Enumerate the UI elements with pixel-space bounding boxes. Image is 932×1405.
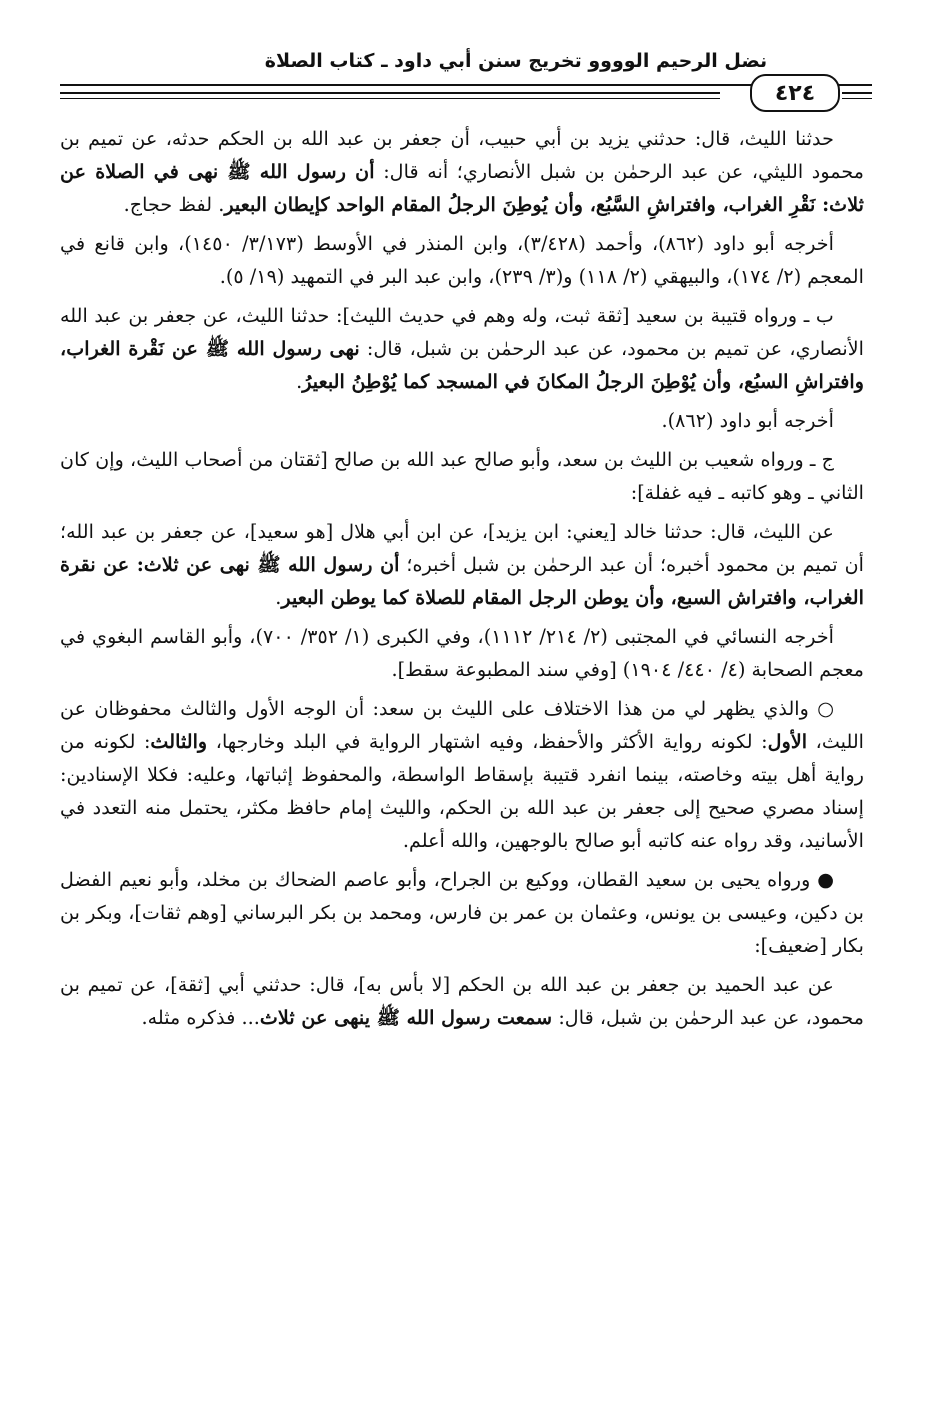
header-double-rule	[842, 98, 872, 99]
running-title: نضل الرحيم الوووو تخريج سنن أبي داود ـ كتاب الصلاة	[264, 50, 768, 72]
paragraph	[60, 122, 864, 221]
hadith-text-bold: أن رسول الله ﷺ نهى عن ثلاث: عن نقرة الغراب، وافتراش السبع، وأن يوطن الرجل المقام للصلاة كما يوطن البعير	[60, 553, 864, 609]
paragraph-text: أخرجه أبو داود (٨٦٢).	[661, 409, 834, 432]
paragraph	[60, 515, 864, 614]
paragraph-text: . لفظ حجاج.	[123, 193, 225, 216]
paragraph-text: ج ـ ورواه شعيب بن الليث بن سعد، وأبو صالح عبد الله بن صالح [ثقتان من أصحاب الليث، وإن كان الثاني ـ وهو كاتبه ـ فيه غفلة]:	[60, 448, 864, 504]
hadith-text-bold: نهى رسول الله ﷺ عن نَقْرة الغراب، وافتراشِ السبُع، وأن يُوْطِنَ الرجلُ المكانَ في المسجد كما يُوْطِنُ البعيرُ	[60, 337, 864, 393]
paragraph	[60, 227, 864, 293]
paragraph-text: ... فذكره مثله.	[141, 1006, 260, 1029]
paragraph	[60, 404, 864, 437]
paragraph-text: عن الليث، قال: حدثنا خالد [يعني: ابن يزيد]، عن ابن أبي هلال [هو سعيد]، عن جعفر بن عبد الله؛ أن تميم بن محمود أخبره؛ أن عبد الرحمٰن بن شبل أخبره؛	[60, 520, 864, 576]
paragraph-text: ب ـ ورواه قتيبة بن سعيد [ثقة ثبت، وله وهم في حديث الليث]: حدثنا الليث، عن جعفر بن عبد الله الأنصاري، عن تميم بن محمود، عن عبد الرحمٰن بن شبل، قال:	[60, 304, 865, 360]
paragraph-text: .	[275, 586, 282, 609]
paragraph-text: ● ورواه يحيى بن سعيد القطان، ووكيع بن الجراح، وأبو عاصم الضحاك بن مخلد، وأبو نعيم الفضل بن دكين، وعيسى بن يونس، وعثمان بن عمر بن فارس، ومحمد بن بكر البرساني [وهم ثقات]، وبكر بن بكار [ضعيف]:	[60, 868, 864, 957]
hadith-text-bold: سمعت رسول الله ﷺ ينهى عن ثلاث	[259, 1006, 553, 1029]
paragraph	[60, 863, 864, 962]
page-body	[60, 122, 864, 1040]
paragraph	[60, 299, 864, 398]
paragraph-text: أخرجه أبو داود (٨٦٢)، وأحمد (٣/٤٢٨)، وابن المنذر في الأوسط (٣/١٧٣/ ١٤٥٠)، وابن قانع في المعجم (٢/ ١٧٤)، والبيهقي (٢/ ١١٨) و(٣/ ٢٣٩)، وابن عبد البر في التمهيد (١٩/ ٥).	[60, 232, 864, 288]
header-double-rule	[60, 92, 720, 94]
paragraph-text: ○ والذي يظهر لي من هذا الاختلاف على الليث بن سعد: أن الوجه الأول والثالث محفوظان عن الليث،	[60, 697, 865, 753]
paragraph-text: : لكونه من رواية أهل بيته وخاصته، بينما انفرد قتيبة بإسقاط الواسطة، والمحفوظ إثباتها، وعليه: فكلا الإسنادين: إسناد مصري صحيح إلى جعفر بن عبد الله بن الحكم، والليث إمام حافظ مكثر، يحتمل منه التعدد في الأسانيد، وقد رواه عنه كاتبه أبو صالح بالوجهين، والله أعلم.	[60, 730, 864, 852]
header-double-rule	[842, 92, 872, 94]
header-double-rule	[60, 98, 720, 99]
page-number: ٤٢٤	[750, 74, 840, 112]
paragraph	[60, 692, 864, 857]
bold-term: الأول	[767, 730, 808, 753]
bold-term: والثالث	[150, 730, 208, 753]
paragraph	[60, 443, 864, 509]
paragraph	[60, 620, 864, 686]
paragraph	[60, 968, 864, 1034]
paragraph-text: عن عبد الحميد بن جعفر بن عبد الله بن الحكم [لا بأس به]، قال: حدثني أبي [ثقة]، عن تميم بن محمود، عن عبد الرحمٰن بن شبل، قال:	[60, 973, 864, 1029]
page-header	[60, 42, 872, 112]
paragraph-text: : لكونه رواية الأكثر والأحفظ، وفيه اشتهار الرواية في البلد وخارجها،	[207, 730, 768, 753]
paragraph-text: .	[296, 370, 303, 393]
paragraph-text: حدثنا الليث، قال: حدثني يزيد بن أبي حبيب، أن جعفر بن عبد الله بن الحكم حدثه، عن تميم بن محمود الليثي، عن عبد الرحمٰن بن شبل الأنصاري؛ أنه قال:	[60, 127, 864, 183]
paragraph-text: أخرجه النسائي في المجتبى (٢/ ٢١٤/ ١١١٢)، وفي الكبرى (١/ ٣٥٢/ ٧٠٠)، وأبو القاسم البغوي في معجم الصحابة (٤/ ٤٤٠/ ١٩٠٤) [وفي سند المطبوعة سقط].	[60, 625, 864, 681]
hadith-text-bold: أن رسول الله ﷺ نهى في الصلاة عن ثلاث: نَقْرِ الغراب، وافتراشِ السَّبُع، وأن يُوطِنَ الرجلُ المقام الواحد كإيطان البعير	[60, 160, 864, 216]
